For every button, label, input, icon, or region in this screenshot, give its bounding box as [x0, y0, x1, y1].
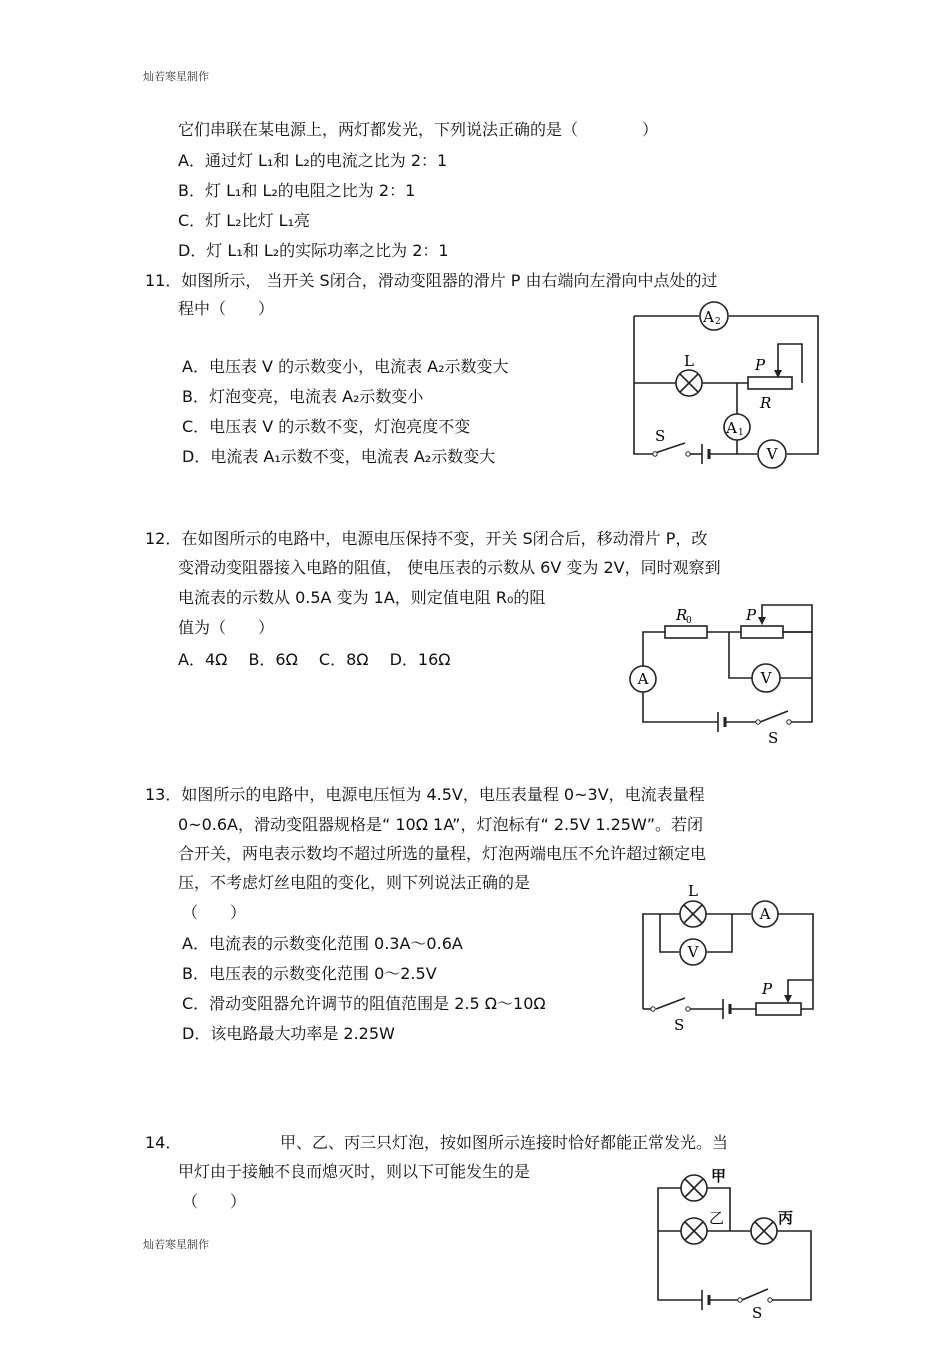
q13-slider-label: P [762, 980, 773, 998]
q11-option-b: B．灯泡变亮，电流表 A₂示数变小 [182, 387, 424, 406]
q11-slider-label: P [755, 356, 766, 374]
q13-stem-line1: 13．如图所示的电路中，电源电压恒为 4.5V，电压表量程 0~3V，电流表量程 [145, 785, 705, 804]
q12-ammeter-label: A [637, 670, 649, 688]
q11-a2-subscript: 2 [715, 317, 721, 327]
q14-lamp-yi-label: 乙 [709, 1209, 725, 1227]
q12-slider-label: P [746, 606, 757, 624]
q14-switch-label: S [752, 1304, 763, 1322]
q13-lamp-label: L [688, 882, 698, 900]
q13-stem-line3: 合开关，两电表示数均不超过所选的量程，灯泡两端电压不允许超过额定电 [178, 844, 707, 863]
q13-option-d: D．该电路最大功率是 2.25W [182, 1024, 395, 1043]
q11-option-c: C．电压表 V 的示数不变，灯泡亮度不变 [182, 417, 471, 436]
q13-option-a: A．电流表的示数变化范围 0.3A～0.6A [182, 934, 463, 953]
q12-stem-line3: 电流表的示数从 0.5A 变为 1A，则定值电阻 R₀的阻 [178, 588, 546, 607]
header-maker: 灿若寒星制作 [143, 70, 209, 83]
q14-lamp-jia-label: 甲 [711, 1167, 727, 1185]
q13-stem-line5: （ ） [182, 903, 247, 922]
q13-circuit-diagram [636, 876, 826, 1036]
q13-option-c: C．滑动变阻器允许调节的阻值范围是 2.5 Ω～10Ω [182, 994, 546, 1013]
q13-ammeter-label: A [759, 905, 771, 923]
q10-option-c: C．灯 L₂比灯 L₁亮 [178, 211, 311, 230]
q11-voltmeter-label: V [766, 445, 778, 463]
q12-stem-line1: 12．在如图所示的电路中，电源电压保持不变，开关 S闭合后，移动滑片 P，改 [145, 529, 708, 548]
q14-stem-line1: 甲、乙、丙三只灯泡，按如图所示连接时恰好都能正常发光。当 [280, 1133, 729, 1152]
q10-option-b: B．灯 L₁和 L₂的电阻之比为 2：1 [178, 181, 416, 200]
q10-option-a: A．通过灯 L₁和 L₂的电流之比为 2：1 [178, 151, 448, 170]
q11-option-a: A．电压表 V 的示数变小，电流表 A₂示数变大 [182, 357, 509, 376]
q14-number: 14． [145, 1133, 182, 1152]
q13-stem-line2: 0~0.6A，滑动变阻器规格是“ 10Ω 1A”，灯泡标有“ 2.5V 1.25W”。若闭 [178, 815, 704, 834]
q11-option-d: D．电流表 A₁示数不变，电流表 A₂示数变大 [182, 447, 496, 466]
q11-a2-label: A [703, 308, 714, 326]
q12-resistor-subscript: 0 [686, 616, 692, 626]
q11-a1-subscript: 1 [738, 428, 744, 438]
q12-voltmeter-label: V [760, 669, 772, 687]
q10-option-d: D．灯 L₁和 L₂的实际功率之比为 2：1 [178, 241, 449, 260]
q12-stem-line2: 变滑动变阻器接入电路的阻值， 使电压表的示数从 6V 变为 2V，同时观察到 [178, 558, 721, 577]
q12-resistor-label: R [676, 606, 688, 624]
q14-stem-line2: 甲灯由于接触不良而熄灭时，则以下可能发生的是 [178, 1162, 531, 1181]
q13-stem-line4: 压，不考虑灯丝电阻的变化，则下列说法正确的是 [178, 873, 531, 892]
q14-lamp-bing-label: 丙 [778, 1209, 794, 1227]
q11-stem-line2: 程中（ ） [178, 299, 275, 318]
q11-lamp-label: L [684, 352, 694, 370]
q13-switch-label: S [674, 1016, 685, 1034]
q12-options: A．4Ω B．6Ω C．8Ω D．16Ω [178, 650, 451, 669]
q12-circuit-diagram [622, 596, 822, 748]
q12-stem-line4: 值为（ ） [178, 618, 275, 637]
q10-stem: 它们串联在某电源上，两灯都发光，下列说法正确的是（ ） [178, 120, 659, 139]
q11-circuit-diagram [628, 300, 828, 470]
q14-stem-line3: （ ） [182, 1192, 247, 1211]
q11-a1-label: A [726, 419, 737, 437]
footer-maker: 灿若寒星制作 [143, 1238, 209, 1251]
q11-rheostat-label: R [760, 394, 772, 412]
q13-option-b: B．电压表的示数变化范围 0～2.5V [182, 964, 437, 983]
q13-voltmeter-label: V [687, 943, 699, 961]
q11-stem-line1: 11．如图所示， 当开关 S闭合，滑动变阻器的滑片 P 由右端向左滑向中点处的过 [145, 271, 718, 290]
q14-circuit-diagram [648, 1160, 823, 1325]
q12-switch-label: S [768, 729, 779, 747]
q11-switch-label: S [655, 427, 666, 445]
